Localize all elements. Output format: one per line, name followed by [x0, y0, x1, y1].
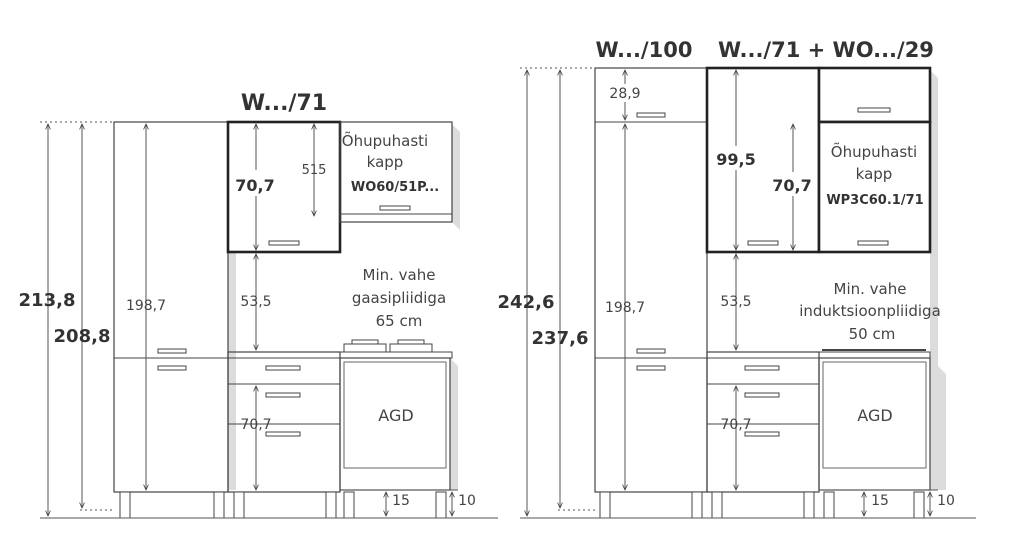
right-top-box-handle: [637, 113, 665, 117]
hood-cabinet-handle: [380, 206, 410, 210]
tall-cabinet-lower-handle: [158, 366, 186, 370]
note-line1: Min. vahe: [362, 266, 436, 284]
dim-base: 70,7: [240, 417, 272, 433]
right-note-line2: induktsioonpliidiga: [799, 302, 941, 320]
hood-shadow: [452, 124, 460, 230]
dim-wall-inner: 515: [301, 163, 327, 178]
appliance-label: AGD: [378, 406, 414, 425]
right-dim-wall-inner: 70,7: [772, 176, 812, 195]
right-dim-top-box: 28,9: [609, 86, 641, 102]
right-hood-cabinet: [819, 122, 930, 252]
right-dim-total-inner: 237,6: [531, 328, 589, 349]
right-tall-lower-handle: [637, 366, 665, 370]
right-hood-model: WP3C60.1/71: [826, 193, 924, 208]
drawer-handle-2: [266, 393, 300, 397]
gas-burners: [344, 340, 432, 352]
header-right-left: W.../100: [595, 38, 693, 62]
right-appliance-shadow: [930, 358, 946, 490]
right-tall-upper-handle: [637, 349, 665, 353]
note-line3: 65 cm: [375, 312, 423, 330]
appliance-shadow: [450, 358, 458, 490]
right-appliance-label: AGD: [857, 406, 893, 425]
right-hood-label-line2: kapp: [855, 165, 893, 183]
right-tall-cabinet: [595, 68, 707, 492]
right-hood-top-box: [819, 68, 930, 122]
right-dim-base: 70,7: [720, 417, 752, 433]
dim-total-inner: 208,8: [53, 326, 111, 347]
right-dim-leg: 10: [937, 493, 955, 509]
right-dim-gap: 53,5: [720, 294, 752, 310]
left-diagram: [19, 91, 498, 518]
right-dim-total-outer: 242,6: [497, 292, 555, 313]
right-dim-tall: 198,7: [604, 300, 646, 316]
dim-plinth: 15: [392, 493, 410, 509]
hood-label-line1: Õhupuhasti: [341, 132, 429, 150]
header-right-right: W.../71 + WO.../29: [718, 38, 934, 62]
header-left: W.../71: [240, 91, 328, 116]
right-note-line3: 50 cm: [848, 325, 896, 343]
hood-label-line2: kapp: [366, 153, 404, 171]
hood-model: WO60/51P...: [350, 180, 440, 195]
tall-cabinet-upper-handle: [158, 349, 186, 353]
dim-gap: 53,5: [240, 294, 272, 310]
right-diagram: [498, 38, 976, 518]
right-dim-plinth: 15: [871, 493, 889, 509]
dim-wall: 70,7: [235, 176, 275, 195]
right-note-line1: Min. vahe: [833, 280, 907, 298]
dim-total-outer: 213,8: [18, 290, 76, 311]
dim-tall: 198,7: [125, 298, 167, 314]
drawer-handle-1: [266, 366, 300, 370]
right-dim-wall: 99,5: [716, 150, 756, 169]
dim-leg: 10: [458, 493, 476, 509]
right-hood-label-line1: Õhupuhasti: [830, 143, 918, 161]
note-line2: gaasipliidiga: [351, 289, 447, 307]
right-drawer-handle-2: [745, 393, 779, 397]
right-drawer-handle-1: [745, 366, 779, 370]
